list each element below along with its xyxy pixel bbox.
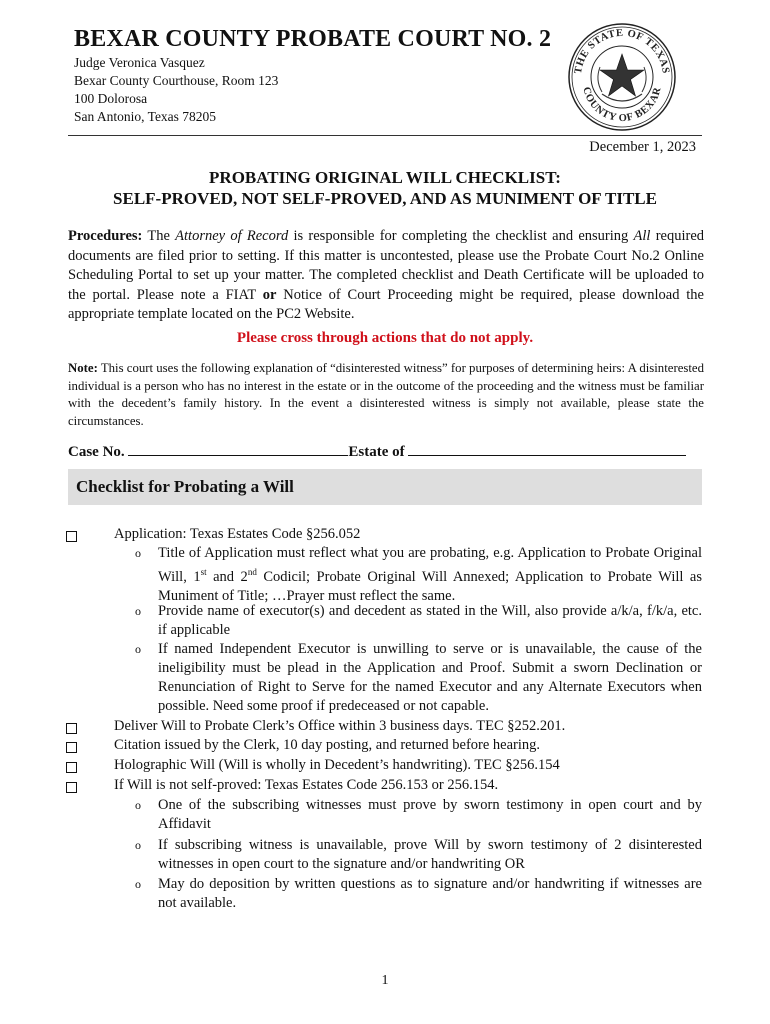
item-application: Application: Texas Estates Code §256.052: [114, 526, 361, 542]
document-title-line-2: SELF-PROVED, NOT SELF-PROVED, AND AS MUNIMENT OF TITLE: [113, 189, 657, 208]
city-state-zip: San Antonio, Texas 78205: [74, 109, 217, 124]
procedures-text: Notice of Court Proceeding might be required, please download the appropriate template located on the PC2 Website.: [68, 286, 704, 322]
case-line: [68, 442, 686, 461]
bullet-icon: o: [135, 838, 141, 852]
county-seal-icon: [567, 22, 677, 132]
judge-name: Judge Veronica Vasquez: [74, 55, 205, 70]
note-label: Note:: [68, 361, 98, 375]
checkbox-application[interactable]: [66, 531, 77, 542]
checkbox-not-self-proved[interactable]: [66, 782, 77, 793]
note-paragraph: [68, 360, 704, 430]
procedures-text: is responsible for completing the checklist and ensuring: [288, 228, 634, 244]
not-self-proved-sub-item-1: One of the subscribing witnesses must prove by sworn testimony in open court and by Affidavit: [158, 797, 702, 832]
estate-of-label: Estate of: [348, 444, 405, 460]
procedures-label: Procedures:: [68, 228, 143, 244]
bullet-icon: o: [135, 604, 141, 618]
attorney-of-record: Attorney of Record: [175, 228, 289, 244]
header-divider: [68, 135, 702, 136]
procedures-paragraph: [68, 227, 704, 325]
item-citation: Citation issued by the Clerk, 10 day posting, and returned before hearing.: [114, 737, 541, 753]
court-name: BEXAR COUNTY PROBATE COURT NO. 2: [74, 26, 552, 52]
cross-through-warning: Please cross through actions that do not apply.: [236, 330, 534, 346]
or-emphasis: or: [262, 286, 277, 303]
checkbox-holographic[interactable]: [66, 762, 77, 773]
estate-of-field[interactable]: [408, 442, 686, 456]
svg-text:COUNTY OF BEXAR: [580, 86, 663, 124]
application-sub-item-title: Title of Application must reflect what you are probating, e.g. Application to Probate Original Will, 1st and 2nd Codicil; Probate Original Will Annexed; Application to Probate Will as Muniment of Title; …Prayer must reflect the same.: [158, 545, 702, 604]
section-header: [68, 469, 702, 505]
item-deliver-will: Deliver Will to Probate Clerk’s Office within 3 business days. TEC §252.201.: [114, 718, 566, 734]
not-self-proved-sub-item-2: If subscribing witness is unavailable, prove Will by sworn testimony of 2 disinterested witnesses in open court to the signature and/or handwriting OR: [158, 837, 702, 872]
application-sub-item-executor: If named Independent Executor is unwilling to serve or is unavailable, the cause of the ineligibility must be plead in the Application and Proof. Submit a sworn Declination or Renunciation of Right to Serve for the named Executor and any Alternate Executors when possible. Need some proof if predeceased or not capable.: [158, 641, 702, 714]
procedures-text: required documents are filed prior to setting. If this matter is uncontested, please use the Probate Court No.2 Online Scheduling Portal to set up your matter. The completed checklist and Death Certificate will be uploaded to the portal. Please note a FIAT: [68, 228, 705, 303]
document-title-line-1: PROBATING ORIGINAL WILL CHECKLIST:: [209, 168, 561, 187]
item-holographic: Holographic Will (Will is wholly in Decedent’s handwriting). TEC §256.154: [114, 757, 560, 773]
bullet-icon: o: [135, 642, 141, 656]
item-not-self-proved: If Will is not self-proved: Texas Estates Code 256.153 or 256.154.: [114, 777, 499, 793]
seal-top-text: THE STATE OF TEXAS: [573, 27, 671, 75]
note-text: This court uses the following explanation of “disinterested witness” for purposes of determining heirs: A disinterested individual is a person who has no interest in the estate or in the outcome of the proceeding and the witness must be familiar with the decedent’s family history. In the event a disinterested witness is simply not available, please state the circumstances.: [68, 361, 704, 428]
document-date: December 1, 2023: [589, 139, 696, 155]
procedures-text: The: [142, 228, 176, 244]
street-address: 100 Dolorosa: [74, 91, 148, 106]
bullet-icon: o: [135, 798, 141, 812]
bullet-icon: o: [135, 877, 141, 891]
not-self-proved-sub-item-3: May do deposition by written questions as to signature and/or handwriting if witnesses are not available.: [158, 876, 702, 911]
application-sub-item-names: Provide name of executor(s) and decedent as stated in the Will, also provide a/k/a, f/k/a, etc. if applicable: [158, 603, 702, 638]
seal-bottom-text: COUNTY OF BEXAR: [580, 85, 664, 125]
bullet-icon: o: [135, 546, 141, 560]
courthouse-room: Bexar County Courthouse, Room 123: [74, 73, 279, 88]
all-emphasis: All: [633, 228, 651, 244]
checkbox-citation[interactable]: [66, 742, 77, 753]
case-number-field[interactable]: [128, 442, 348, 456]
section-title: Checklist for Probating a Will: [76, 477, 294, 496]
case-number-label: Case No.: [68, 444, 125, 460]
page-number: 1: [381, 973, 389, 988]
checkbox-deliver-will[interactable]: [66, 723, 77, 734]
